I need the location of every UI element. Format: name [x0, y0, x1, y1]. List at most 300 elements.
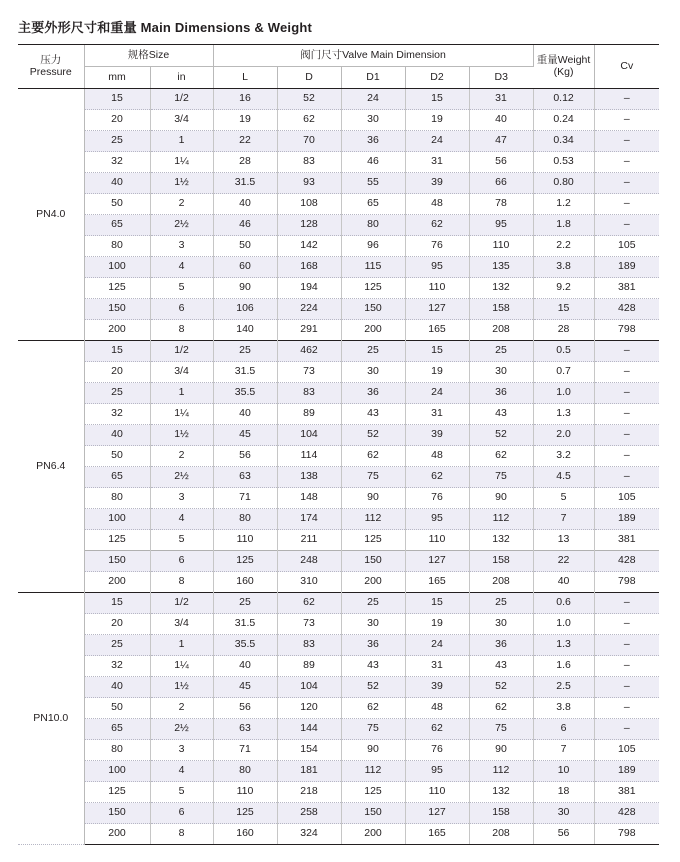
cell-d2: 127 [405, 299, 469, 320]
table-row [18, 89, 659, 110]
cell-d1: 90 [341, 740, 405, 761]
cell-cv: 189 [594, 257, 659, 278]
cell-l: 125 [213, 551, 277, 572]
cell-in: 8 [150, 824, 213, 845]
cell-d1: 115 [341, 257, 405, 278]
cell-l: 40 [213, 404, 277, 425]
cell-d2: 19 [405, 614, 469, 635]
cell-in: 1½ [150, 425, 213, 446]
cell-cv: – [594, 656, 659, 677]
cell-in: 3 [150, 236, 213, 257]
cell-d3: 132 [469, 278, 533, 299]
cell-mm: 125 [84, 782, 150, 803]
cell-d2: 95 [405, 509, 469, 530]
cell-d1: 43 [341, 656, 405, 677]
cell-in: 2½ [150, 467, 213, 488]
cell-d2: 165 [405, 824, 469, 845]
cell-d1: 36 [341, 131, 405, 152]
cell-weight: 0.24 [533, 110, 594, 131]
cell-d3: 75 [469, 467, 533, 488]
cell-cv: 189 [594, 761, 659, 782]
cell-d: 224 [277, 299, 341, 320]
cell-cv: 798 [594, 824, 659, 845]
table-row [18, 614, 659, 635]
cell-in: 1¼ [150, 152, 213, 173]
cell-d2: 62 [405, 719, 469, 740]
header-size: 规格Size [84, 45, 213, 67]
table-row [18, 152, 659, 173]
cell-in: 5 [150, 782, 213, 803]
cell-cv: – [594, 131, 659, 152]
cell-d: 138 [277, 467, 341, 488]
cell-mm: 80 [84, 740, 150, 761]
table-row [18, 509, 659, 530]
cell-mm: 15 [84, 89, 150, 110]
cell-d3: 90 [469, 740, 533, 761]
cell-weight: 40 [533, 572, 594, 593]
cell-d1: 62 [341, 698, 405, 719]
header-d3: D3 [469, 67, 533, 89]
cell-d2: 19 [405, 110, 469, 131]
cell-d3: 31 [469, 89, 533, 110]
cell-l: 106 [213, 299, 277, 320]
cell-weight: 1.0 [533, 614, 594, 635]
table-row [18, 761, 659, 782]
cell-d: 248 [277, 551, 341, 572]
cell-cv: 798 [594, 572, 659, 593]
cell-in: 3/4 [150, 614, 213, 635]
cell-d: 73 [277, 614, 341, 635]
cell-d3: 30 [469, 614, 533, 635]
page-title: 主要外形尺寸和重量 Main Dimensions & Weight [18, 20, 313, 35]
cell-cv: 428 [594, 803, 659, 824]
cell-mm: 100 [84, 257, 150, 278]
cell-d: 194 [277, 278, 341, 299]
cell-mm: 50 [84, 194, 150, 215]
cell-mm: 80 [84, 488, 150, 509]
cell-weight: 7 [533, 740, 594, 761]
cell-l: 25 [213, 341, 277, 362]
cell-weight: 22 [533, 551, 594, 572]
cell-cv: 105 [594, 488, 659, 509]
cell-d1: 25 [341, 593, 405, 614]
cell-l: 28 [213, 152, 277, 173]
cell-d1: 46 [341, 152, 405, 173]
cell-cv: 381 [594, 278, 659, 299]
cell-d1: 112 [341, 761, 405, 782]
cell-weight: 30 [533, 803, 594, 824]
header-weight-unit: (Kg) [553, 65, 574, 78]
cell-cv: 381 [594, 782, 659, 803]
cell-d2: 39 [405, 677, 469, 698]
table-row [18, 635, 659, 656]
cell-d2: 39 [405, 173, 469, 194]
cell-weight: 3.8 [533, 698, 594, 719]
cell-d: 104 [277, 677, 341, 698]
cell-cv: – [594, 173, 659, 194]
header-pressure [18, 45, 84, 89]
table-row [18, 215, 659, 236]
cell-l: 46 [213, 215, 277, 236]
cell-in: 1/2 [150, 89, 213, 110]
cell-l: 90 [213, 278, 277, 299]
cell-in: 2½ [150, 719, 213, 740]
header-l: L [213, 67, 277, 89]
cell-d1: 52 [341, 425, 405, 446]
cell-mm: 40 [84, 173, 150, 194]
table-row [18, 194, 659, 215]
cell-l: 50 [213, 236, 277, 257]
cell-l: 35.5 [213, 383, 277, 404]
cell-weight: 1.2 [533, 194, 594, 215]
table-row [18, 677, 659, 698]
cell-d: 89 [277, 404, 341, 425]
cell-d3: 112 [469, 509, 533, 530]
cell-d3: 30 [469, 362, 533, 383]
cell-mm: 40 [84, 425, 150, 446]
cell-d3: 110 [469, 236, 533, 257]
header-mm: mm [84, 67, 150, 89]
table-row [18, 593, 659, 614]
table-row [18, 131, 659, 152]
cell-mm: 80 [84, 236, 150, 257]
cell-cv: – [594, 698, 659, 719]
cell-d3: 43 [469, 404, 533, 425]
cell-d3: 78 [469, 194, 533, 215]
cell-weight: 3.2 [533, 446, 594, 467]
cell-l: 56 [213, 446, 277, 467]
cell-cv: 428 [594, 299, 659, 320]
table-row [18, 656, 659, 677]
cell-in: 6 [150, 803, 213, 824]
cell-d3: 95 [469, 215, 533, 236]
table-row [18, 299, 659, 320]
cell-l: 63 [213, 719, 277, 740]
cell-in: 1½ [150, 677, 213, 698]
cell-mm: 100 [84, 509, 150, 530]
cell-d: 154 [277, 740, 341, 761]
table-row [18, 467, 659, 488]
cell-in: 1 [150, 635, 213, 656]
cell-d1: 75 [341, 719, 405, 740]
header-d2: D2 [405, 67, 469, 89]
cell-d: 114 [277, 446, 341, 467]
cell-d2: 31 [405, 152, 469, 173]
cell-d2: 127 [405, 551, 469, 572]
table-row [18, 719, 659, 740]
cell-d2: 15 [405, 593, 469, 614]
table-row [18, 341, 659, 362]
cell-d1: 30 [341, 362, 405, 383]
cell-weight: 15 [533, 299, 594, 320]
cell-in: 2 [150, 194, 213, 215]
cell-d3: 43 [469, 656, 533, 677]
table-row [18, 173, 659, 194]
cell-d3: 90 [469, 488, 533, 509]
cell-weight: 56 [533, 824, 594, 845]
cell-in: 2½ [150, 215, 213, 236]
cell-d2: 127 [405, 803, 469, 824]
cell-in: 8 [150, 320, 213, 341]
cell-d1: 150 [341, 551, 405, 572]
cell-weight: 0.6 [533, 593, 594, 614]
cell-d1: 150 [341, 299, 405, 320]
cell-weight: 28 [533, 320, 594, 341]
cell-mm: 150 [84, 299, 150, 320]
cell-weight: 6 [533, 719, 594, 740]
cell-d2: 24 [405, 131, 469, 152]
cell-d1: 200 [341, 572, 405, 593]
cell-d2: 48 [405, 194, 469, 215]
cell-d3: 158 [469, 803, 533, 824]
cell-mm: 25 [84, 383, 150, 404]
dimensions-table [18, 45, 659, 845]
cell-in: 3 [150, 740, 213, 761]
cell-weight: 7 [533, 509, 594, 530]
cell-in: 4 [150, 761, 213, 782]
cell-weight: 18 [533, 782, 594, 803]
cell-d1: 125 [341, 278, 405, 299]
cell-weight: 2.2 [533, 236, 594, 257]
cell-l: 160 [213, 824, 277, 845]
cell-d: 181 [277, 761, 341, 782]
cell-d3: 52 [469, 677, 533, 698]
cell-d1: 200 [341, 320, 405, 341]
cell-weight: 9.2 [533, 278, 594, 299]
cell-d3: 112 [469, 761, 533, 782]
cell-d2: 165 [405, 320, 469, 341]
cell-mm: 20 [84, 110, 150, 131]
cell-l: 31.5 [213, 362, 277, 383]
cell-l: 80 [213, 761, 277, 782]
cell-d3: 47 [469, 131, 533, 152]
cell-d: 142 [277, 236, 341, 257]
cell-mm: 20 [84, 614, 150, 635]
cell-cv: – [594, 89, 659, 110]
cell-d3: 158 [469, 551, 533, 572]
cell-in: 1/2 [150, 341, 213, 362]
cell-d: 62 [277, 110, 341, 131]
cell-mm: 65 [84, 719, 150, 740]
cell-cv: 189 [594, 509, 659, 530]
cell-d2: 76 [405, 488, 469, 509]
cell-d3: 25 [469, 593, 533, 614]
table-row [18, 740, 659, 761]
header-d1: D1 [341, 67, 405, 89]
cell-in: 1 [150, 131, 213, 152]
cell-in: 8 [150, 572, 213, 593]
table-row [18, 446, 659, 467]
cell-mm: 20 [84, 362, 150, 383]
cell-cv: 105 [594, 236, 659, 257]
table-row [18, 824, 659, 845]
cell-mm: 32 [84, 404, 150, 425]
cell-in: 4 [150, 509, 213, 530]
cell-d1: 24 [341, 89, 405, 110]
cell-d: 120 [277, 698, 341, 719]
cell-d: 258 [277, 803, 341, 824]
cell-d: 291 [277, 320, 341, 341]
cell-l: 45 [213, 677, 277, 698]
cell-d: 168 [277, 257, 341, 278]
table-row [18, 257, 659, 278]
cell-weight: 5 [533, 488, 594, 509]
cell-mm: 125 [84, 530, 150, 551]
table-body [18, 89, 659, 845]
cell-l: 40 [213, 656, 277, 677]
cell-mm: 25 [84, 635, 150, 656]
cell-weight: 2.5 [533, 677, 594, 698]
cell-d1: 36 [341, 635, 405, 656]
cell-l: 31.5 [213, 173, 277, 194]
cell-weight: 0.53 [533, 152, 594, 173]
table-row [18, 551, 659, 572]
table-row [18, 320, 659, 341]
table-row [18, 530, 659, 551]
cell-cv: – [594, 152, 659, 173]
cell-in: 3/4 [150, 110, 213, 131]
cell-d1: 112 [341, 509, 405, 530]
cell-d2: 31 [405, 404, 469, 425]
cell-d: 324 [277, 824, 341, 845]
cell-d1: 80 [341, 215, 405, 236]
cell-l: 40 [213, 194, 277, 215]
cell-l: 140 [213, 320, 277, 341]
cell-d: 93 [277, 173, 341, 194]
cell-d3: 66 [469, 173, 533, 194]
cell-d: 174 [277, 509, 341, 530]
cell-d3: 132 [469, 530, 533, 551]
cell-in: 4 [150, 257, 213, 278]
cell-weight: 0.34 [533, 131, 594, 152]
table-row [18, 782, 659, 803]
pressure-cell: PN4.0 [18, 89, 84, 341]
cell-cv: 381 [594, 530, 659, 551]
cell-weight: 1.3 [533, 404, 594, 425]
cell-l: 45 [213, 425, 277, 446]
cell-mm: 15 [84, 341, 150, 362]
cell-weight: 2.0 [533, 425, 594, 446]
cell-d2: 110 [405, 782, 469, 803]
cell-d: 83 [277, 383, 341, 404]
cell-d2: 48 [405, 446, 469, 467]
header-cv: Cv [594, 45, 659, 89]
cell-mm: 65 [84, 215, 150, 236]
cell-d1: 150 [341, 803, 405, 824]
cell-d2: 24 [405, 383, 469, 404]
cell-mm: 100 [84, 761, 150, 782]
cell-weight: 3.8 [533, 257, 594, 278]
cell-l: 110 [213, 782, 277, 803]
cell-d: 104 [277, 425, 341, 446]
cell-d2: 76 [405, 236, 469, 257]
cell-mm: 200 [84, 572, 150, 593]
cell-d: 211 [277, 530, 341, 551]
cell-in: 1 [150, 383, 213, 404]
cell-d1: 65 [341, 194, 405, 215]
cell-d1: 36 [341, 383, 405, 404]
table-row [18, 278, 659, 299]
cell-d1: 55 [341, 173, 405, 194]
cell-weight: 10 [533, 761, 594, 782]
cell-l: 35.5 [213, 635, 277, 656]
cell-l: 125 [213, 803, 277, 824]
cell-in: 1½ [150, 173, 213, 194]
cell-d1: 30 [341, 110, 405, 131]
cell-mm: 50 [84, 446, 150, 467]
cell-d1: 125 [341, 782, 405, 803]
cell-l: 110 [213, 530, 277, 551]
cell-cv: 428 [594, 551, 659, 572]
cell-d3: 52 [469, 425, 533, 446]
cell-d3: 208 [469, 824, 533, 845]
cell-l: 22 [213, 131, 277, 152]
cell-d: 128 [277, 215, 341, 236]
cell-d1: 200 [341, 824, 405, 845]
cell-mm: 200 [84, 824, 150, 845]
cell-d2: 39 [405, 425, 469, 446]
cell-d: 89 [277, 656, 341, 677]
cell-d: 108 [277, 194, 341, 215]
cell-d2: 165 [405, 572, 469, 593]
cell-weight: 4.5 [533, 467, 594, 488]
cell-d1: 25 [341, 341, 405, 362]
header-pressure-cn: 压力 [40, 53, 62, 66]
cell-mm: 150 [84, 551, 150, 572]
cell-l: 63 [213, 467, 277, 488]
cell-cv: – [594, 446, 659, 467]
cell-weight: 0.7 [533, 362, 594, 383]
cell-d1: 96 [341, 236, 405, 257]
header-d: D [277, 67, 341, 89]
cell-d1: 52 [341, 677, 405, 698]
header-weight [533, 45, 594, 89]
cell-cv: – [594, 614, 659, 635]
cell-in: 6 [150, 551, 213, 572]
cell-d3: 40 [469, 110, 533, 131]
cell-in: 5 [150, 278, 213, 299]
cell-cv: – [594, 593, 659, 614]
cell-weight: 0.5 [533, 341, 594, 362]
cell-cv: – [594, 362, 659, 383]
cell-mm: 32 [84, 656, 150, 677]
cell-d1: 125 [341, 530, 405, 551]
cell-l: 60 [213, 257, 277, 278]
header-weight-label: 重量Weight [536, 53, 591, 66]
cell-d3: 36 [469, 635, 533, 656]
cell-d1: 30 [341, 614, 405, 635]
cell-cv: – [594, 341, 659, 362]
table-row [18, 488, 659, 509]
cell-d: 144 [277, 719, 341, 740]
cell-in: 1¼ [150, 404, 213, 425]
table-row [18, 110, 659, 131]
cell-d: 62 [277, 593, 341, 614]
cell-d2: 15 [405, 341, 469, 362]
cell-d2: 31 [405, 656, 469, 677]
cell-l: 80 [213, 509, 277, 530]
cell-in: 5 [150, 530, 213, 551]
cell-l: 19 [213, 110, 277, 131]
table-row [18, 425, 659, 446]
cell-d: 148 [277, 488, 341, 509]
cell-mm: 65 [84, 467, 150, 488]
table-row [18, 698, 659, 719]
cell-d: 83 [277, 635, 341, 656]
cell-l: 25 [213, 593, 277, 614]
cell-l: 71 [213, 740, 277, 761]
cell-mm: 200 [84, 320, 150, 341]
